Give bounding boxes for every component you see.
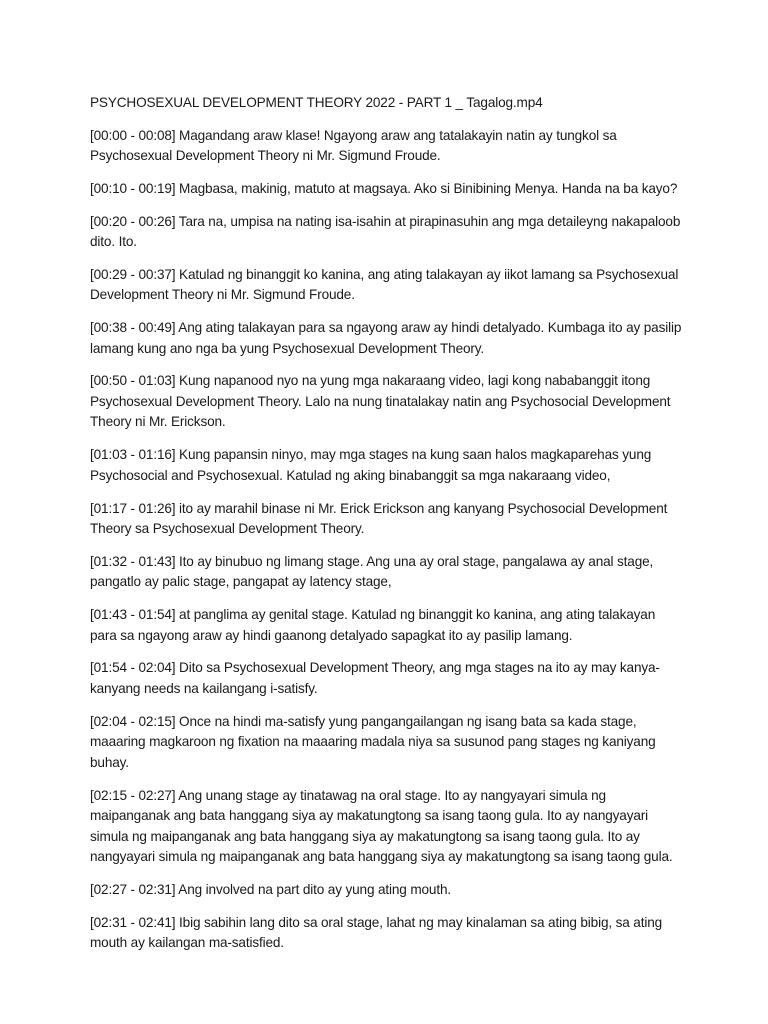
transcript-paragraph: [00:50 - 01:03] Kung napanood nyo na yung mga nakaraang video, lagi kong nababanggit itong Psychosexual Development Theory. Lalo na nung tinatalakay natin ang Psychosocial Development Theory ni Mr. Erickson. [90,373,671,430]
transcript-paragraph: [00:10 - 00:19] Magbasa, makinig, matuto at magsaya. Ako si Binibining Menya. Handa na ba kayo? [90,180,678,196]
transcript-paragraph: [01:03 - 01:16] Kung papansin ninyo, may mga stages na kung saan halos magkaparehas yung Psychosocial and Psychosexual. Katulad ng aking binabanggit sa mga nakaraang video, [90,447,652,483]
transcript-paragraph: [02:27 - 02:31] Ang involved na part dito ay yung ating mouth. [90,881,452,897]
transcript-paragraph: [00:20 - 00:26] Tara na, umpisa na nating isa-isahin at pirapinasuhin ang mga detaileyng nakapaloob dito. Ito. [90,213,681,250]
transcript-paragraph: [00:38 - 00:49] Ang ating talakayan para sa ngayong araw ay hindi detalyado. Kumbaga ito ay pasilip lamang kung ano nga ba yung Psychosexual Development Theory. [90,320,682,356]
transcript-paragraph: [02:04 - 02:15] Once na hindi ma-satisfy yung pangangailangan ng isang bata sa kada stage, maaaring magkaroon ng fixation na maaaring madala niya sa susunod pang stages ng kaniyang buhay. [90,713,656,770]
transcript-paragraph: [01:17 - 01:26] ito ay marahil binase ni Mr. Erick Erickson ang kanyang Psychosocial Development Theory sa Psychosexual Development Theory. [90,500,668,537]
transcript-paragraph: [00:00 - 00:08] Magandang araw klase! Ngayong araw ang tatalakayin natin ay tungkol sa Psychosexual Development Theory ni Mr. Sigmund Froude. [90,127,617,163]
transcript-paragraph: [02:31 - 02:41] Ibig sabihin lang dito sa oral stage, lahat ng may kinalaman sa ating bibig, sa ating mouth ay kailangan ma-satisfied. [90,914,663,951]
transcript-paragraph: [01:43 - 01:54] at panglima ay genital stage. Katulad ng binanggit ko kanina, ang ating talakayan para sa ngayong araw ay hindi gaanong detalyado sapagkat ito ay pasilip lamang. [90,607,656,643]
transcript-paragraph: [01:32 - 01:43] Ito ay binubuo ng limang stage. Ang una ay oral stage, pangalawa ay anal stage, pangatlo ay palic stage, pangapat ay latency stage, [90,553,654,590]
transcript-paragraph: [02:15 - 02:27] Ang unang stage ay tinatawag na oral stage. Ito ay nangyayari simula ng maipanganak ang bata hanggang siya ay makatungtong sa isang taong gula. Ito ay nangyayari simula ng maipanganak ang bata hanggang siya ay makatungtong sa isang taong gula. Ito ay nangyayari simula ng maipanganak ang bata hanggang siya ay makatungtong sa isang taong gula. [90,787,673,865]
document-body [90,93,685,966]
transcript-paragraph: [00:29 - 00:37] Katulad ng binanggit ko kanina, ang ating talakayan ay iikot lamang sa Psychosexual Development Theory ni Mr. Sigmund Froude. [90,266,679,303]
document-title: PSYCHOSEXUAL DEVELOPMENT THEORY 2022 - PART 1 _ Tagalog.mp4 [90,95,543,110]
transcript-paragraph: [01:54 - 02:04] Dito sa Psychosexual Development Theory, ang mga stages na ito ay may kanya-kanyang needs na kailangang i-satisfy. [90,660,660,696]
